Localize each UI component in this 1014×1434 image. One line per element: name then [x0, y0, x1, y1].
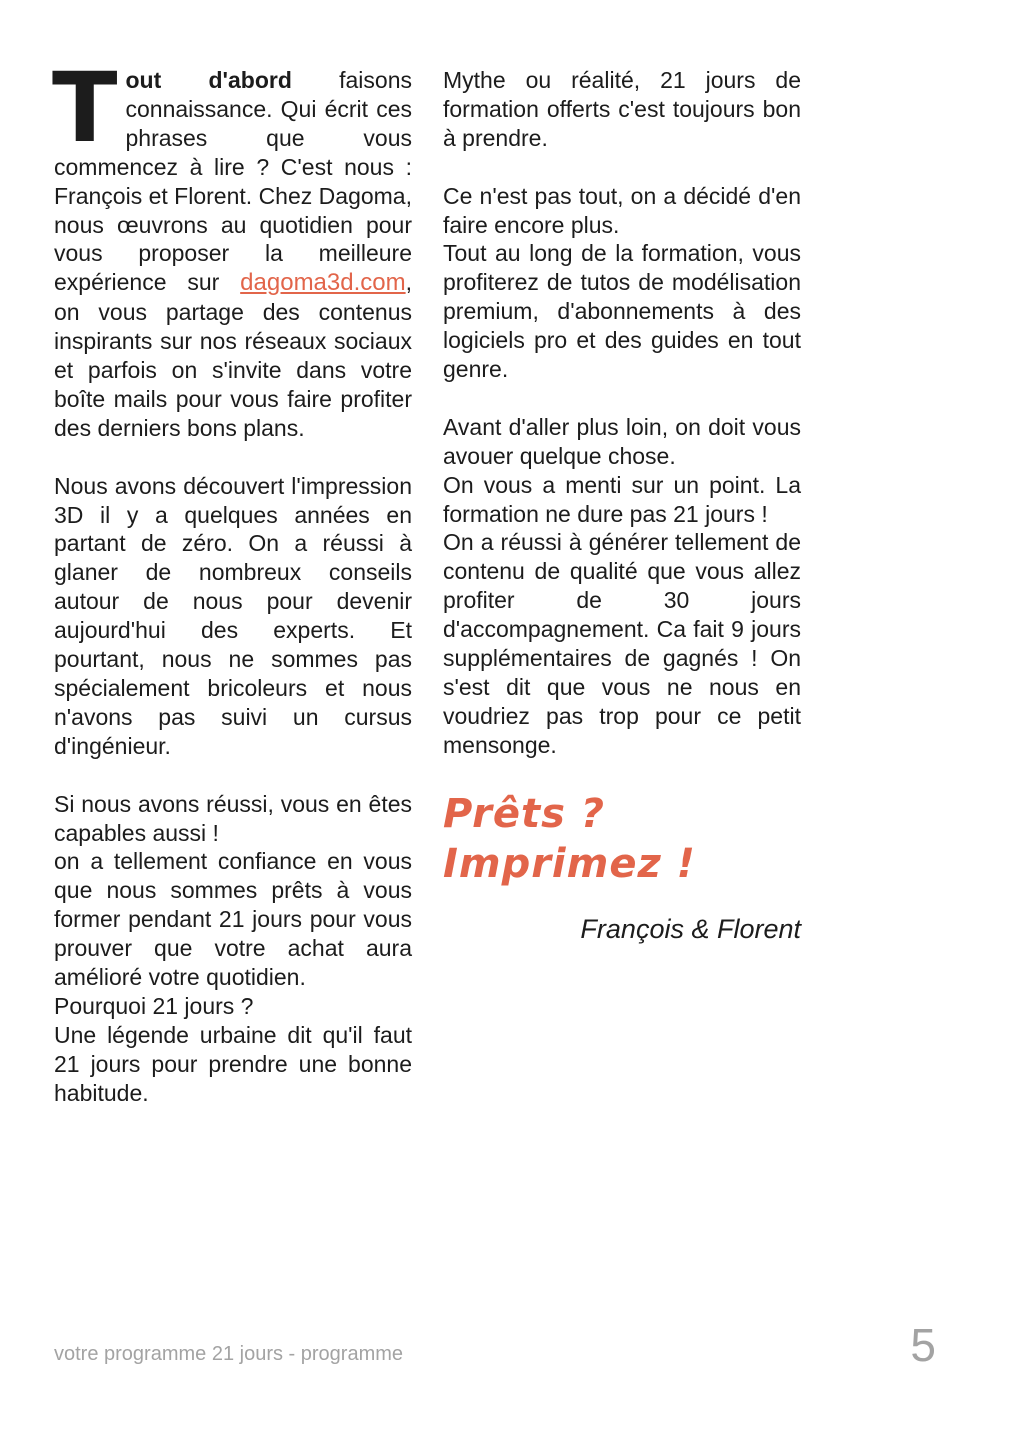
page-number: 5: [910, 1319, 936, 1371]
line-capable: Si nous avons réussi, vous en êtes capables aussi !: [54, 790, 412, 846]
drop-cap: T: [52, 52, 118, 164]
footer-text: votre programme 21 jours - programme: [54, 1343, 404, 1365]
left-column: [52, 52, 412, 1136]
line-legend: Une légende urbaine dit qu'il faut 21 jours pour prendre une bonne habitude.: [54, 1021, 412, 1106]
paragraph-myth: Mythe ou réalité, 21 jours de formation offerts c'est toujours bon à prendre.: [443, 67, 801, 151]
right-column: [443, 66, 801, 972]
paragraph-capable: [54, 790, 412, 1108]
dagoma-link[interactable]: dagoma3d.com: [240, 269, 406, 297]
paragraph-more: [443, 182, 801, 384]
line-confess: Avant d'aller plus loin, on doit vous avouer quelque chose.: [443, 413, 801, 469]
intro-text-end: , on vous partage des contenus inspirants sur nos réseaux sociaux et parfois on s'invite dans votre boîte mails pour vous faire profiter des derniers bons plans.: [54, 269, 412, 441]
line-tutorials: Tout au long de la formation, vous profiterez de tutos de modélisation premium, d'abonnements à des logiciels pro et des guides en tout genre.: [443, 240, 801, 383]
signature: François & Florent: [580, 913, 801, 944]
intro-text: faisons connaissance. Qui écrit ces phrases que vous commencez à lire ? C'est nous : François et Florent. Chez Dagoma, nous œuvrons au quotidien pour vous proposer la meilleure expérience sur: [54, 67, 412, 296]
cta-heading: Prêts ? Imprimez !: [443, 790, 696, 887]
paragraph-confession: [443, 413, 801, 760]
paragraph-discovery: Nous avons découvert l'impression 3D il y a quelques années en partant de zéro. On a réussi à glaner de nombreux conseils autour de nous pour devenir aujourd'hui des experts. Et pourtant, nous ne sommes pas spécialement bricoleurs et nous n'avons pas suivi un cursus d'ingénieur.: [54, 472, 412, 759]
line-more: Ce n'est pas tout, on a décidé d'en faire encore plus.: [443, 182, 801, 238]
line-confidence: on a tellement confiance en vous que nous sommes prêts à vous former pendant 21 jours pour vous prouver que votre achat aura amélioré votre quotidien.: [54, 848, 412, 991]
line-30-days: On a réussi à générer tellement de contenu de qualité que vous allez profiter de 30 jours d'accompagnement. Ca fait 9 jours supplémentaires de gagnés ! On s'est dit que vous ne nous en voudriez pas trop pour ce petit mensonge.: [443, 529, 801, 758]
intro-lead: out d'abord: [125, 67, 292, 93]
line-why-21: Pourquoi 21 jours ?: [54, 992, 254, 1019]
line-lie: On vous a menti sur un point. La formation ne dure pas 21 jours !: [443, 471, 801, 527]
intro-paragraph: [52, 52, 412, 443]
